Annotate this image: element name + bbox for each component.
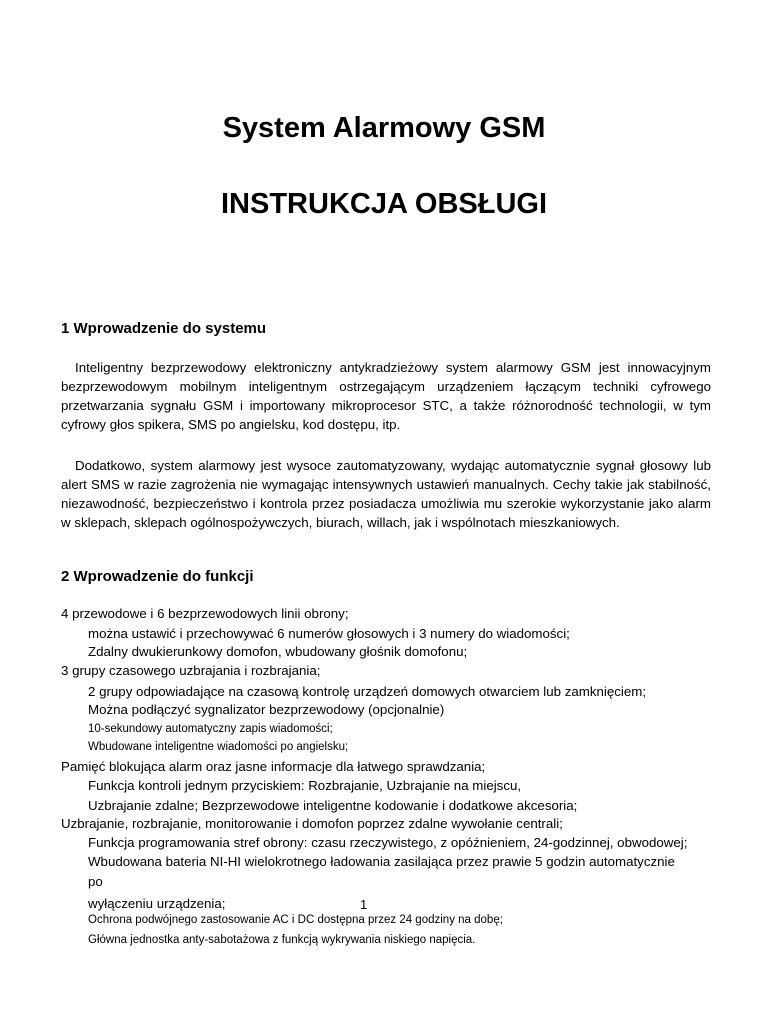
- feature-line: Można podłączyć sygnalizator bezprzewodowy (opcjonalnie): [88, 702, 445, 717]
- feature-line: 10-sekundowy automatyczny zapis wiadomości;: [88, 723, 333, 735]
- feature-line: 2 grupy odpowiadające na czasową kontrolę urządzeń domowych otwarciem lub zamknięciem;: [88, 684, 647, 699]
- feature-line: 3 grupy czasowego uzbrajania i rozbrajania;: [61, 663, 321, 678]
- feature-line: Zdalny dwukierunkowy domofon, wbudowany głośnik domofonu;: [88, 644, 468, 659]
- document-title: System Alarmowy GSM: [222, 112, 546, 144]
- page-number: 1: [360, 897, 368, 912]
- feature-line: Wbudowana bateria NI-HI wielokrotnego ładowania zasilająca przez prawie 5 godzin automatycznie: [88, 854, 675, 869]
- feature-line: Funkcja kontroli jednym przyciskiem: Rozbrajanie, Uzbrajanie na miejscu,: [88, 778, 522, 793]
- paragraph: Inteligentny bezprzewodowy elektroniczny antykradzieżowy system alarmowy GSM jest innowacyjnym bezprzewodowym mobilnym inteligentnym ostrzegającym urządzeniem łączącym techniki cyfrowego przetwarzania sygnału GSM i importowany mikroprocesor STC, a także różnorodność technologii, w tym cyfrowy głos spikera, SMS po angielsku, kod dostępu, itp.: [61, 360, 711, 432]
- feature-line: Wbudowane inteligentne wiadomości po angielsku;: [88, 741, 349, 753]
- feature-line: można ustawić i przechowywać 6 numerów głosowych i 3 numery do wiadomości;: [88, 626, 570, 641]
- document-subtitle: INSTRUKCJA OBSŁUGI: [221, 188, 547, 220]
- feature-line: wyłączeniu urządzenia;: [88, 896, 226, 911]
- feature-line: Pamięć blokująca alarm oraz jasne informacje dla łatwego sprawdzania;: [61, 759, 486, 774]
- feature-line: Funkcja programowania stref obrony: czasu rzeczywistego, z opóźnieniem, 24-godzinnej, obwodowej;: [88, 835, 688, 850]
- feature-line: Uzbrajanie zdalne; Bezprzewodowe inteligentne kodowanie i dodatkowe akcesoria;: [88, 798, 578, 813]
- feature-line: 4 przewodowe i 6 bezprzewodowych linii obrony;: [61, 606, 349, 621]
- feature-line: Ochrona podwójnego zastosowanie AC i DC dostępna przez 24 godziny na dobę;: [88, 914, 503, 926]
- feature-line: Uzbrajanie, rozbrajanie, monitorowanie i domofon poprzez zdalne wywołanie centrali;: [61, 816, 563, 831]
- feature-line: po: [88, 874, 103, 889]
- section-heading: 2 Wprowadzenie do funkcji: [61, 568, 254, 585]
- feature-line: Główna jednostka anty-sabotażowa z funkcją wykrywania niskiego napięcia.: [88, 934, 476, 946]
- section-heading: 1 Wprowadzenie do systemu: [61, 320, 267, 337]
- paragraph: Dodatkowo, system alarmowy jest wysoce zautomatyzowany, wydając automatycznie sygnał głosowy lub alert SMS w razie zagrożenia nie wymagając intensywnych ustawień manualnych. Cechy takie jak stabilność, niezawodność, bezpieczeństwo i kontrola przez posiadacza umożliwia mu szerokie wykorzystanie jako alarm w sklepach, sklepach ogólnospożywczych, biurach, willach, jak i wspólnotach mieszkaniowych.: [61, 458, 711, 530]
